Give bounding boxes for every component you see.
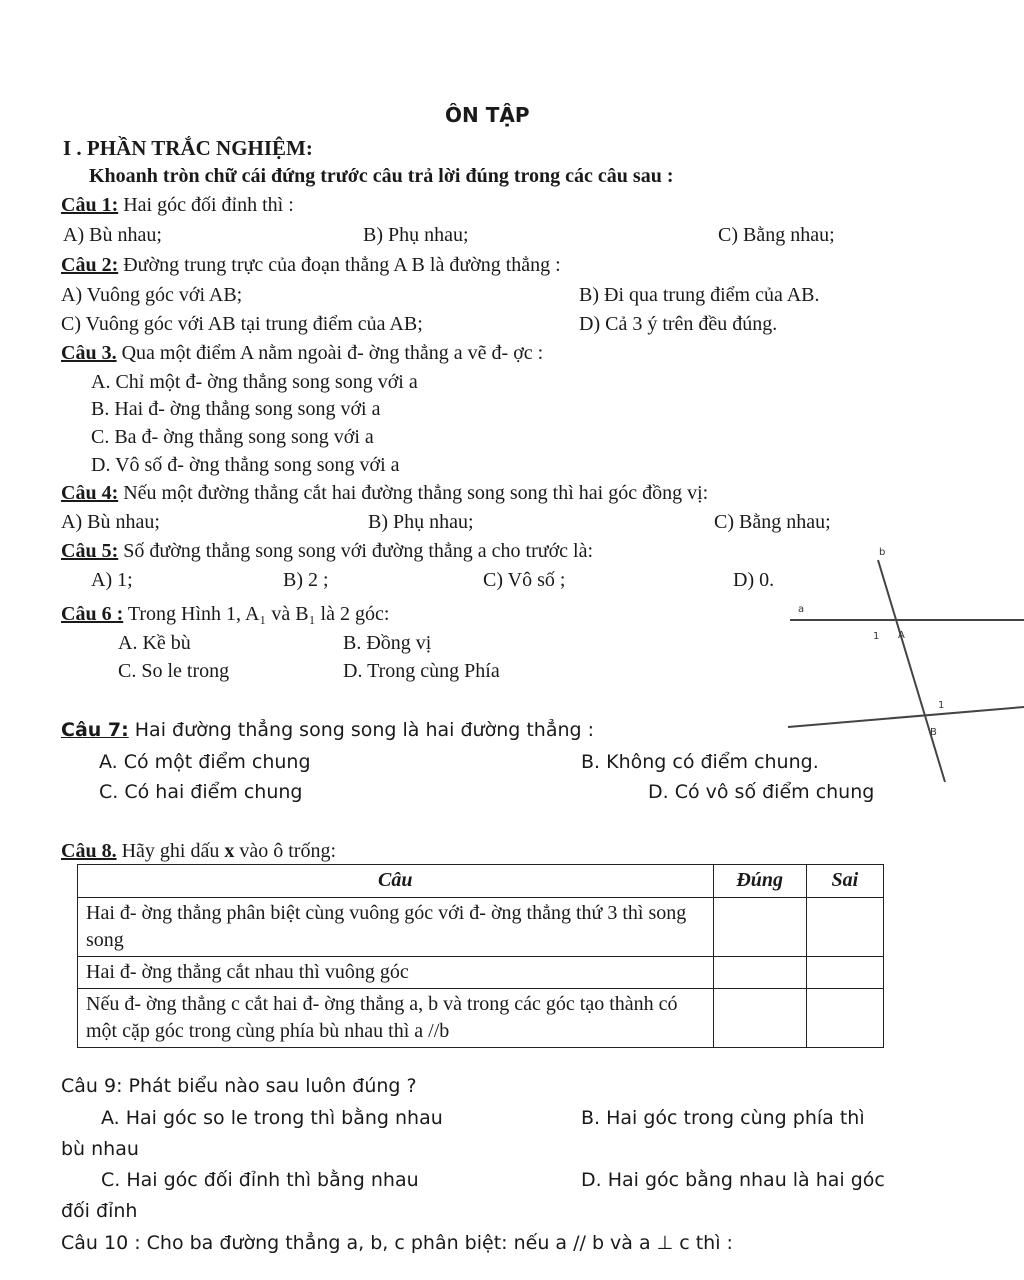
- table-row: [78, 957, 884, 989]
- label-point-a: A: [898, 630, 905, 641]
- transversal-line: [878, 560, 945, 782]
- col-header-cau: Câu: [78, 865, 714, 898]
- q5-option-b[interactable]: B) 2 ;: [283, 569, 329, 591]
- question-8: [61, 840, 336, 862]
- q9-option-a[interactable]: A. Hai góc so le trong thì bằng nhau: [101, 1107, 443, 1129]
- instruction: Khoanh tròn chữ cái đứng trước câu trả lời đúng trong các câu sau :: [89, 165, 674, 187]
- q6-option-b[interactable]: B. Đồng vị: [343, 632, 432, 654]
- table-row: [78, 989, 884, 1048]
- q7-option-a[interactable]: A. Có một điểm chung: [99, 751, 311, 773]
- q4-option-c[interactable]: C) Bằng nhau;: [714, 511, 831, 533]
- question-9: Câu 9: Phát biểu nào sau luôn đúng ?: [61, 1075, 417, 1097]
- q8-text-2: vào ô trống:: [234, 840, 336, 862]
- q2-option-b[interactable]: B) Đi qua trung điểm của AB.: [579, 284, 820, 306]
- question-7: [61, 720, 594, 741]
- label-point-b: B: [930, 727, 937, 738]
- q3-label: Câu 3.: [61, 342, 117, 364]
- label-angle-a1: 1: [873, 631, 880, 642]
- q7-text: Hai đường thẳng song song là hai đường thẳng :: [128, 719, 595, 741]
- q4-text: Nếu một đường thẳng cắt hai đường thẳng song song thì hai góc đồng vị:: [118, 482, 709, 504]
- q6-text: Trong Hình 1, A₁ và B₁ là 2 góc:: [123, 603, 390, 625]
- label-angle-b1: 1: [938, 700, 945, 711]
- q5-option-a[interactable]: A) 1;: [91, 569, 133, 591]
- col-header-dung: Đúng: [713, 865, 806, 898]
- question-10: Câu 10 : Cho ba đường thẳng a, b, c phân biệt: nếu a // b và a ⊥ c thì :: [61, 1232, 733, 1254]
- q6-option-d[interactable]: D. Trong cùng Phía: [343, 660, 500, 682]
- q3-option-a[interactable]: A. Chỉ một đ- ờng thẳng song song với a: [91, 371, 418, 393]
- q1-option-c[interactable]: C) Bằng nhau;: [718, 224, 835, 246]
- sai-checkbox-cell[interactable]: [806, 898, 883, 957]
- q6-label: Câu 6 :: [61, 603, 124, 625]
- q4-option-a[interactable]: A) Bù nhau;: [61, 511, 160, 533]
- q9-option-b[interactable]: B. Hai góc trong cùng phía thì: [581, 1107, 865, 1129]
- q5-option-c[interactable]: C) Vô số ;: [483, 569, 566, 591]
- label-b: b: [879, 547, 886, 558]
- q6-option-a[interactable]: A. Kề bù: [118, 632, 191, 654]
- sai-checkbox-cell[interactable]: [806, 957, 883, 989]
- q2-option-c[interactable]: C) Vuông góc với AB tại trung điểm của AB;: [61, 313, 423, 335]
- q7-option-b[interactable]: B. Không có điểm chung.: [581, 751, 819, 773]
- q8-mark: x: [224, 840, 235, 862]
- q5-text: Số đường thẳng song song với đường thẳng a cho trước là:: [118, 540, 594, 562]
- q1-option-b[interactable]: B) Phụ nhau;: [363, 224, 469, 246]
- q2-option-a[interactable]: A) Vuông góc với AB;: [61, 284, 243, 306]
- dung-checkbox-cell[interactable]: [713, 957, 806, 989]
- q1-option-a[interactable]: A) Bù nhau;: [63, 224, 162, 246]
- q9-option-d-cont: đối đỉnh: [61, 1200, 138, 1222]
- q8-table: [77, 864, 884, 1048]
- q9-option-b-cont: bù nhau: [61, 1138, 139, 1160]
- q2-label: Câu 2:: [61, 254, 119, 276]
- q3-option-b[interactable]: B. Hai đ- ờng thẳng song song với a: [91, 398, 381, 420]
- statement-cell: Hai đ- ờng thẳng phân biệt cùng vuông góc với đ- ờng thẳng thứ 3 thì song song: [78, 898, 714, 957]
- col-header-sai: Sai: [806, 865, 883, 898]
- q3-option-d[interactable]: D. Vô số đ- ờng thẳng song song với a: [91, 454, 400, 476]
- q3-option-c[interactable]: C. Ba đ- ờng thẳng song song với a: [91, 426, 374, 448]
- table-row: [78, 898, 884, 957]
- q7-option-d[interactable]: D. Có vô số điểm chung: [648, 781, 875, 803]
- q4-label: Câu 4:: [61, 482, 119, 504]
- q2-option-d[interactable]: D) Cả 3 ý trên đều đúng.: [579, 313, 778, 335]
- page-title: ÔN TẬP: [445, 103, 530, 127]
- q1-text: Hai góc đối đỉnh thì :: [118, 194, 294, 216]
- q4-option-b[interactable]: B) Phụ nhau;: [368, 511, 474, 533]
- q3-text: Qua một điểm A nằm ngoài đ- ờng thẳng a vẽ đ- ợc :: [116, 342, 544, 364]
- q5-option-d[interactable]: D) 0.: [733, 569, 775, 591]
- table-header-row: [78, 865, 884, 898]
- section-heading-text: I . PHẦN TRẮC NGHIỆM:: [63, 136, 313, 160]
- dung-checkbox-cell[interactable]: [713, 898, 806, 957]
- statement-cell: Nếu đ- ờng thẳng c cắt hai đ- ờng thẳng a, b và trong các góc tạo thành có một cặp góc trong cùng phía bù nhau thì a //b: [78, 989, 714, 1048]
- q8-label: Câu 8.: [61, 840, 117, 862]
- q9-option-d[interactable]: D. Hai góc bằng nhau là hai góc: [581, 1169, 885, 1191]
- statement-cell: Hai đ- ờng thẳng cắt nhau thì vuông góc: [78, 957, 714, 989]
- sai-checkbox-cell[interactable]: [806, 989, 883, 1048]
- q8-text: Hãy ghi dấu: [116, 840, 225, 862]
- q5-label: Câu 5:: [61, 540, 119, 562]
- dung-checkbox-cell[interactable]: [713, 989, 806, 1048]
- q7-option-c[interactable]: C. Có hai điểm chung: [99, 781, 303, 803]
- q7-label: Câu 7:: [61, 719, 129, 741]
- q6-option-c[interactable]: C. So le trong: [118, 660, 230, 682]
- q9-option-c[interactable]: C. Hai góc đối đỉnh thì bằng nhau: [101, 1169, 419, 1191]
- q2-text: Đường trung trực của đoạn thẳng A B là đường thẳng :: [118, 254, 561, 276]
- line-b: [788, 707, 1024, 727]
- label-a: a: [798, 604, 805, 615]
- q1-label: Câu 1:: [61, 194, 119, 216]
